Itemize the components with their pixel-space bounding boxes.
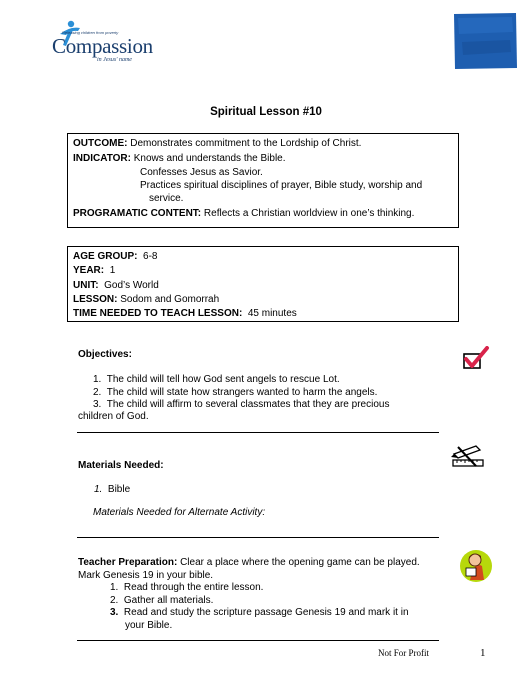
page-title: Spiritual Lesson #10 <box>210 106 322 118</box>
objectives-list <box>93 374 433 412</box>
alternate-materials-label: Materials Needed for Alternate Activity: <box>93 507 266 518</box>
materials-item: 1. Bible <box>94 484 131 495</box>
blue-brush-block <box>452 12 518 70</box>
list-item: 1. Read through the entire lesson. <box>110 582 264 593</box>
footer-text: Not For Profit <box>378 648 430 658</box>
year-label: YEAR: <box>73 265 105 277</box>
list-item: 2. Gather all materials. <box>110 594 214 606</box>
materials-heading: Materials Needed: <box>78 460 164 471</box>
age-group-label: AGE GROUP: <box>73 251 138 262</box>
list-item: 1. The child will tell how God sent angels to rescue Lot. <box>93 374 340 385</box>
lesson-value: Sodom and Gomorrah <box>120 293 220 305</box>
preparation-wrap-line: your Bible. <box>125 620 173 631</box>
teacher-reading-icon <box>458 548 496 584</box>
checkbox-check-icon <box>462 346 490 372</box>
time-label: TIME NEEDED TO TEACH LESSON: <box>73 308 243 320</box>
unit-value: God’s World <box>104 279 159 291</box>
lesson-info-box <box>67 246 459 322</box>
divider <box>77 432 439 433</box>
logo-wordmark: Compassion <box>52 34 153 58</box>
indicator-label: INDICATOR: <box>73 153 131 165</box>
objectives-wrap-line: children of God. <box>78 411 149 422</box>
indicator-line-2: Confesses Jesus as Savior. <box>140 166 263 178</box>
preparation-list <box>110 582 450 620</box>
logo-tagline: Releasing children from poverty <box>62 30 119 35</box>
time-value: 45 minutes <box>247 308 297 320</box>
list-item: 2. The child will state how strangers wanted to harm the angels. <box>93 386 378 398</box>
indicator-line-1: Knows and understands the Bible. <box>133 153 286 165</box>
programatic-text: Reflects a Christian worldview in one’s thinking. <box>201 208 415 220</box>
programatic-label: PROGRAMATIC CONTENT: <box>73 208 202 220</box>
pencil-ruler-icon <box>450 444 486 472</box>
page-number: 1 <box>480 647 486 659</box>
age-group-value: 6-8 <box>143 251 158 262</box>
objectives-heading: Objectives: <box>78 349 132 360</box>
logo-subline: in Jesus' name <box>97 57 132 63</box>
lesson-label: LESSON: <box>73 293 118 305</box>
year-value: 1 <box>109 265 116 277</box>
preparation-intro: Clear a place where the opening game can be played. <box>177 557 420 568</box>
preparation-line-2: Mark Genesis 19 in your bible. <box>78 570 214 581</box>
outcome-label: OUTCOME: <box>73 138 128 149</box>
list-item: 3. Read and study the scripture passage Genesis 19 and mark it in <box>110 607 409 618</box>
preparation-label: Teacher Preparation: <box>78 557 178 568</box>
outcome-box <box>67 133 459 228</box>
indicator-line-3: Practices spiritual disciplines of prayer, Bible study, worship and <box>140 179 423 191</box>
outcome-text: Demonstrates commitment to the Lordship of Christ. <box>127 138 362 149</box>
unit-label: UNIT: <box>73 279 99 291</box>
preparation-section <box>78 557 450 570</box>
list-item: 3. The child will affirm to several classmates that they are precious <box>93 399 390 410</box>
divider <box>77 640 439 641</box>
indicator-line-4: service. <box>149 193 184 205</box>
divider <box>77 537 439 538</box>
